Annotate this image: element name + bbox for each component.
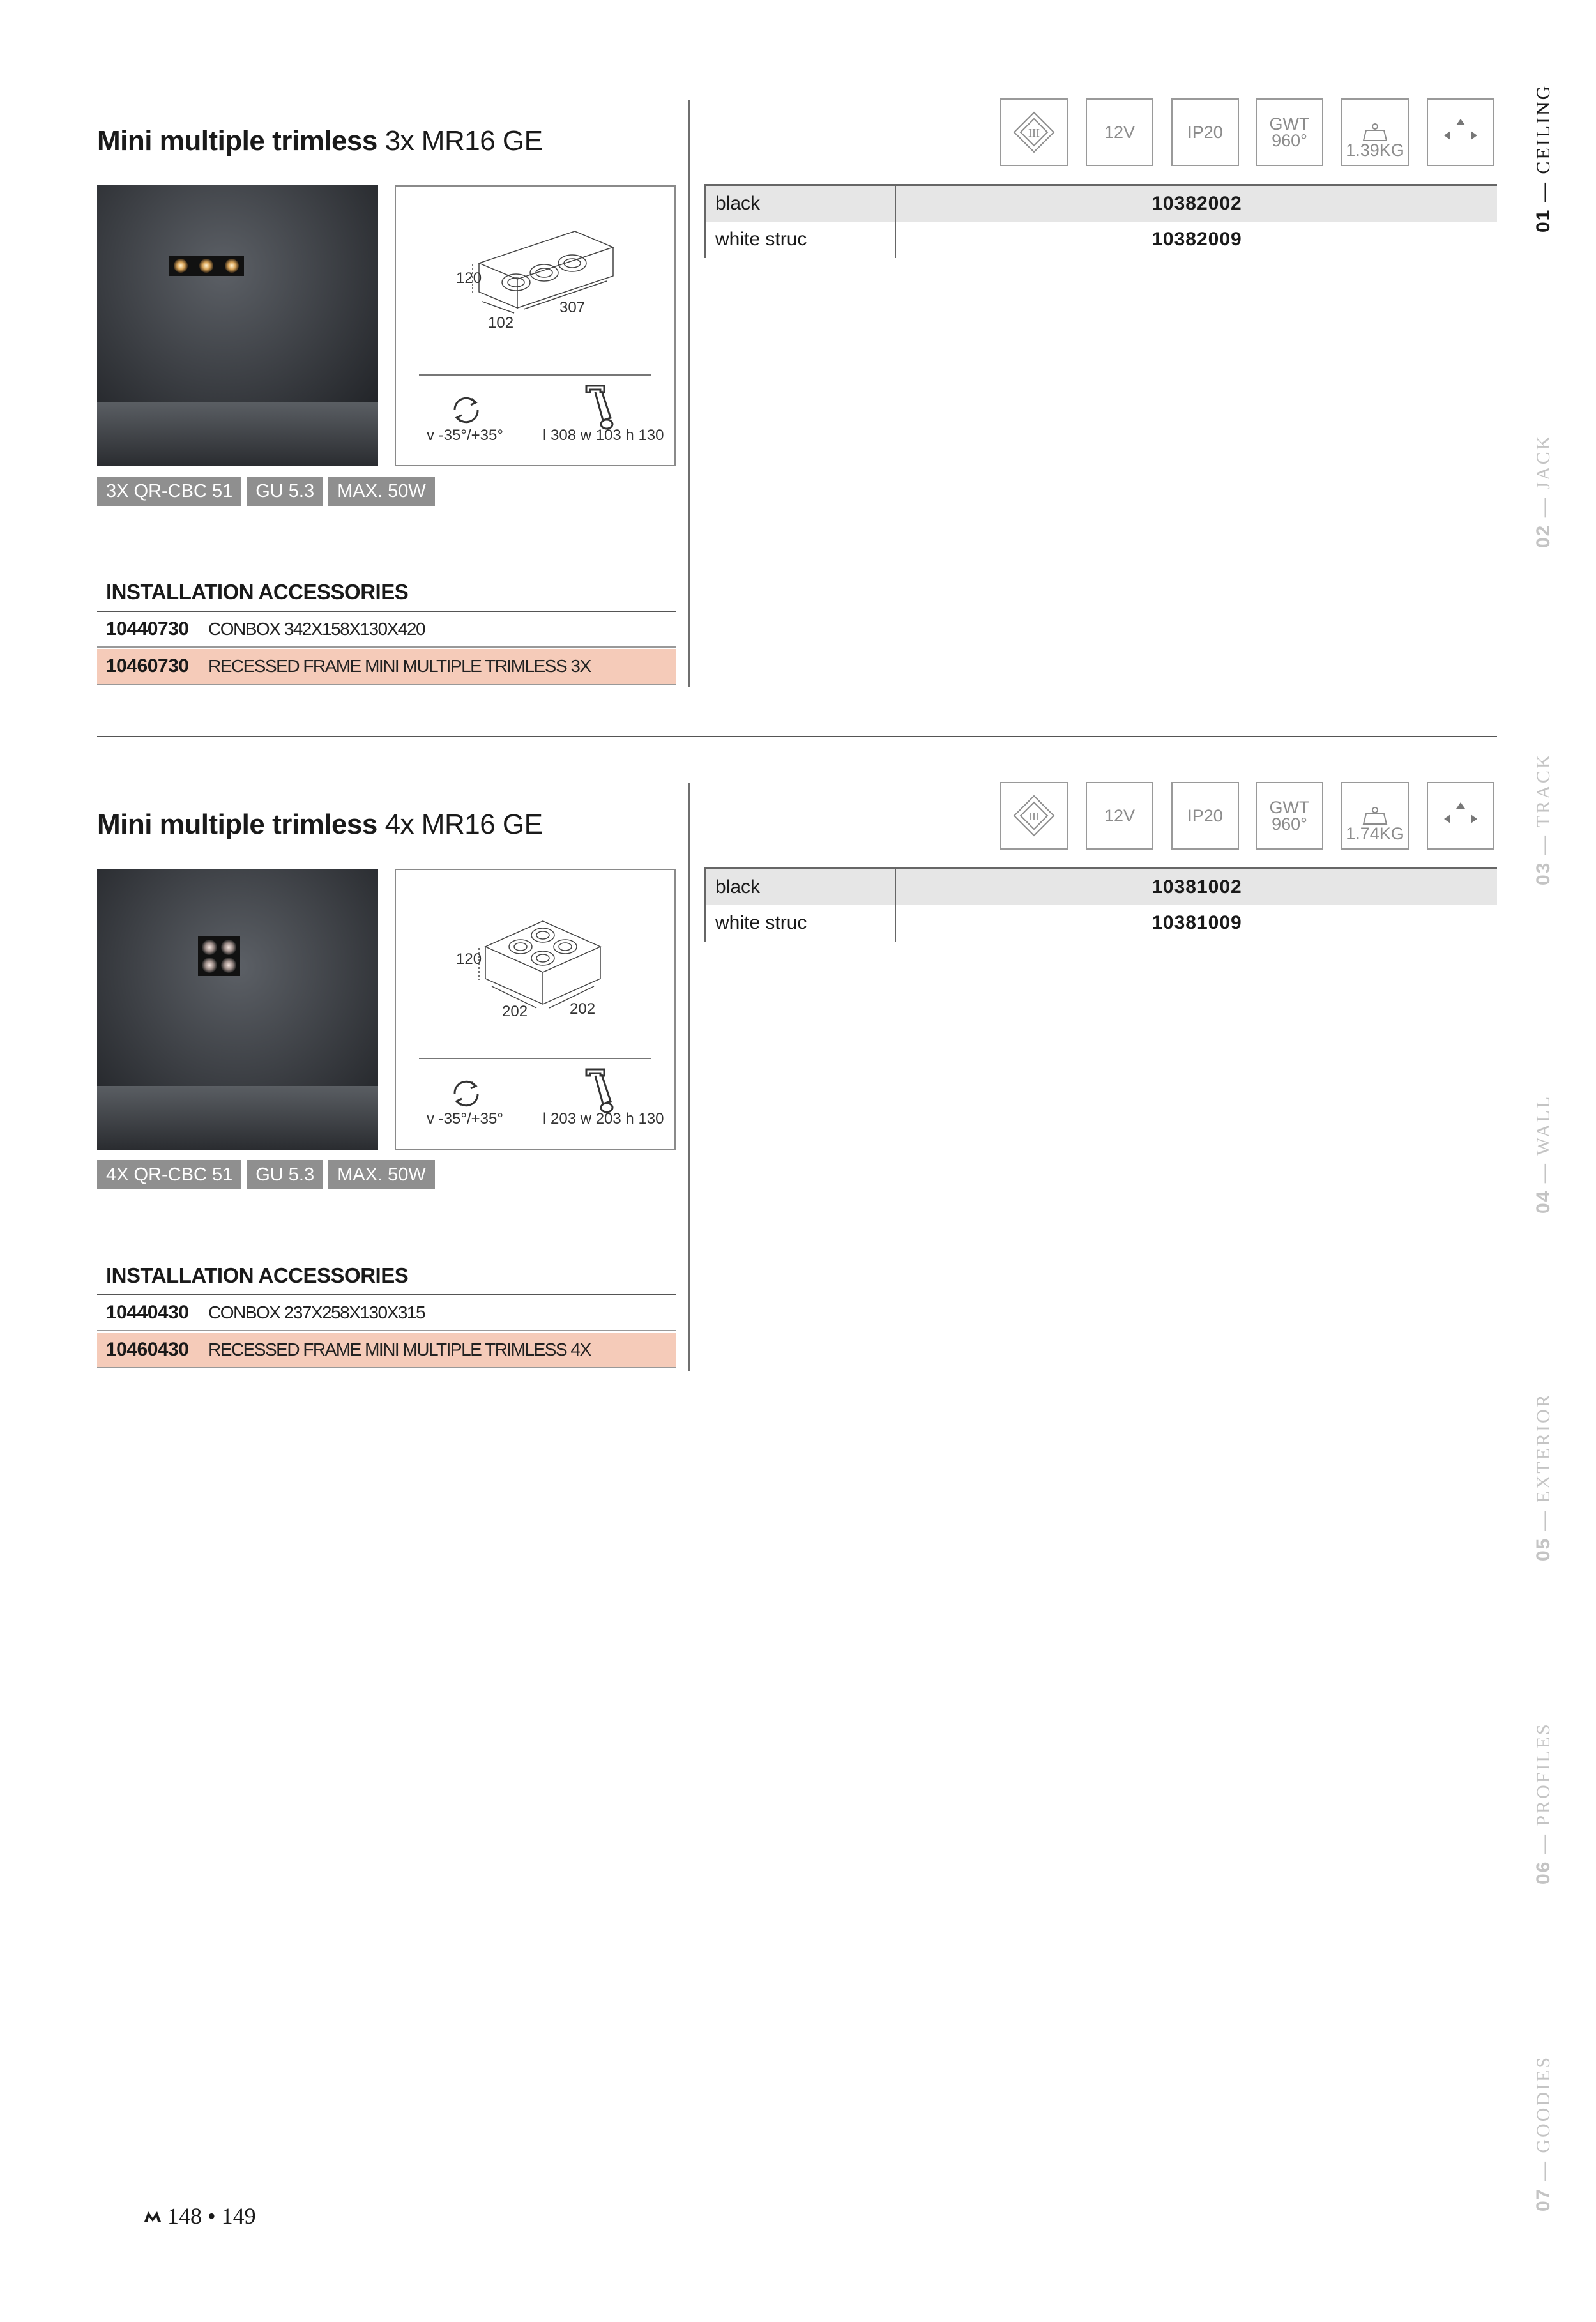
rotation-range: v -35°/+35° — [427, 1110, 503, 1127]
variant-row: white struc 10382009 — [715, 229, 1242, 250]
accessory-row: 10460430 RECESSED FRAME MINI MULTIPLE TRIMLESS 4X — [97, 1333, 676, 1368]
class-iii-icon — [1000, 782, 1068, 850]
weight-icon — [1362, 123, 1388, 142]
voltage-badge: 12V — [1086, 782, 1153, 850]
technical-drawing — [395, 185, 676, 466]
product-title: Mini multiple trimless 4x MR16 GE — [97, 809, 543, 840]
page-numbers: 148 • 149 — [167, 2203, 256, 2229]
brand-logo-icon — [143, 2209, 162, 2223]
rotation-range: v -35°/+35° — [427, 427, 503, 444]
product-photo — [97, 869, 378, 1150]
variant-row: black 10382002 — [705, 186, 1497, 222]
dimensions: l 308 w 103 h 130 — [543, 427, 664, 444]
dim-length: 307 — [559, 299, 586, 316]
dim-height: 120 — [456, 951, 482, 968]
gwt-badge: GWT 960° — [1256, 782, 1323, 850]
side-nav-wall[interactable]: 04 — WALL — [1533, 1094, 1554, 1214]
product-title: Mini multiple trimless 3x MR16 GE — [97, 125, 543, 157]
class-iii-icon — [1000, 98, 1068, 166]
section-divider — [97, 736, 1497, 737]
weight-badge: 1.39KG — [1341, 98, 1409, 166]
ip-rating-badge: IP20 — [1171, 98, 1239, 166]
gwt-badge: GWT 960° — [1256, 98, 1323, 166]
tag: GU 5.3 — [247, 477, 323, 506]
accessory-row: 10460730 RECESSED FRAME MINI MULTIPLE TRIMLESS 3X — [97, 649, 676, 685]
side-nav-jack[interactable]: 02 — JACK — [1533, 434, 1554, 548]
rotate-icon — [447, 1074, 485, 1113]
dim-depth: 202 — [502, 1003, 528, 1020]
tag: 4X QR-CBC 51 — [97, 1160, 241, 1189]
variant-row: black 10381002 — [705, 869, 1497, 905]
dim-depth: 102 — [488, 314, 514, 332]
dim-height: 120 — [456, 270, 482, 287]
tag: GU 5.3 — [247, 1160, 323, 1189]
svg-text:III: III — [1028, 810, 1040, 823]
rotate-icon — [447, 391, 485, 429]
ip-rating-badge: IP20 — [1171, 782, 1239, 850]
lamp-tags — [97, 1160, 435, 1189]
dimensions: l 203 w 203 h 130 — [543, 1110, 664, 1127]
side-nav-ceiling[interactable]: 01 — CEILING — [1533, 84, 1554, 233]
product-photo — [97, 185, 378, 466]
tag: MAX. 50W — [328, 1160, 435, 1189]
variant-row: white struc 10381009 — [715, 912, 1242, 933]
tag: 3X QR-CBC 51 — [97, 477, 241, 506]
side-nav-goodies[interactable]: 07 — GOODIES — [1533, 2055, 1554, 2211]
voltage-badge: 12V — [1086, 98, 1153, 166]
accessory-row: 10440430 CONBOX 237X258X130X315 — [97, 1295, 676, 1331]
adjustable-icon — [1427, 782, 1494, 850]
technical-drawing — [395, 869, 676, 1150]
side-nav-exterior[interactable]: 05 — EXTERIOR — [1533, 1393, 1554, 1561]
adjustable-icon — [1427, 98, 1494, 166]
accessories-title: INSTALLATION ACCESSORIES — [106, 1264, 409, 1287]
accessory-row: 10440730 CONBOX 342X158X130X420 — [97, 612, 676, 648]
weight-badge: 1.74KG — [1341, 782, 1409, 850]
weight-icon — [1362, 806, 1388, 825]
lamp-tags — [97, 477, 435, 506]
svg-text:III: III — [1028, 126, 1040, 139]
dim-length: 202 — [570, 1000, 596, 1018]
side-nav-profiles[interactable]: 06 — PROFILES — [1533, 1722, 1554, 1884]
accessories-title: INSTALLATION ACCESSORIES — [106, 580, 409, 604]
side-nav-track[interactable]: 03 — TRACK — [1533, 752, 1554, 885]
tag: MAX. 50W — [328, 477, 435, 506]
